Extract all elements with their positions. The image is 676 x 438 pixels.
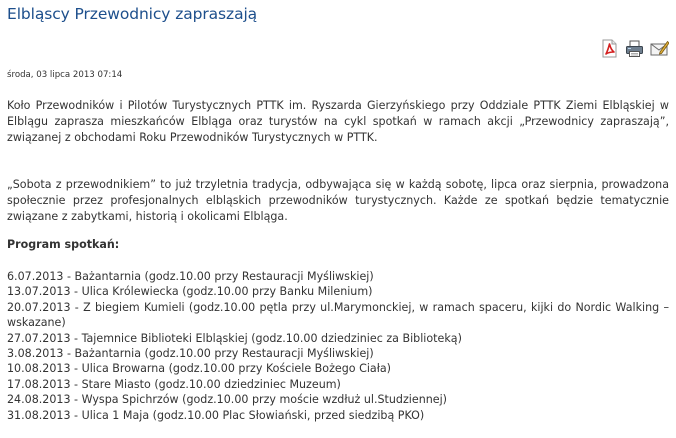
program-item: 10.08.2013 - Ulica Browarna (godz.10.00 przy Kościele Bożego Ciała) bbox=[7, 362, 391, 376]
program-item: 20.07.2013 - Z biegiem Kumieli (godz.10.00 pętla przy ul.Marymonckiej, w ramach spaceru, kijki do Nordic Walking – wskazane) bbox=[7, 300, 669, 330]
program-item: 24.08.2013 - Wyspa Spichrzów (godz.10.00 przy moście wzdłuż ul.Studziennej) bbox=[7, 393, 447, 407]
program-item: 13.07.2013 - Ulica Królewiecka (godz.10.00 przy Banku Milenium) bbox=[7, 285, 373, 299]
program-item: 17.08.2013 - Stare Miasto (godz.10.00 dziedziniec Muzeum) bbox=[7, 377, 341, 391]
email-icon[interactable] bbox=[650, 39, 669, 58]
article-date: środa, 03 lipca 2013 07:14 bbox=[7, 70, 123, 80]
print-icon[interactable] bbox=[625, 39, 644, 58]
program-item: 3.08.2013 - Bażantarnia (godz.10.00 przy Restauracji Myśliwskiej) bbox=[7, 347, 374, 361]
article-paragraph: Koło Przewodników i Pilotów Turystycznych PTTK im. Ryszarda Gierzyńskiego przy Oddziale PTTK Ziemi Elbląskiej w Elblągu zaprasza mieszkańców Elbląga oraz turystów na cykl spotkań w ramach akcji „Przewodnicy zapraszają”, związanej z obchodami Roku Przewodników Turystycznych w PTTK. bbox=[7, 99, 669, 144]
program-item: 27.07.2013 - Tajemnice Biblioteki Elbląskiej (godz.10.00 dziedziniec za Biblioteką) bbox=[7, 331, 462, 345]
pdf-icon[interactable] bbox=[600, 39, 619, 58]
article-paragraph: „Sobota z przewodnikiem” to już trzyletnia tradycja, odbywająca się w każdą sobotę, lipca oraz sierpnia, prowadzona społecznie przez profesjonalnych elbląskich przewodników turystycznych. Każde ze spotkań będzie tematycznie związane z zabytkami, historią i okolicami Elbląga. bbox=[7, 178, 669, 223]
program-list bbox=[7, 269, 669, 423]
program-item: 6.07.2013 - Bażantarnia (godz.10.00 przy Restauracji Myśliwskiej) bbox=[7, 270, 374, 283]
article-title[interactable]: Elbląscy Przewodnicy zapraszają bbox=[7, 5, 258, 23]
program-heading: Program spotkań: bbox=[7, 238, 120, 251]
article-toolbar bbox=[600, 38, 669, 58]
program-item: 31.08.2013 - Ulica 1 Maja (godz.10.00 Plac Słowiański, przed siedzibą PKO) bbox=[7, 408, 425, 422]
